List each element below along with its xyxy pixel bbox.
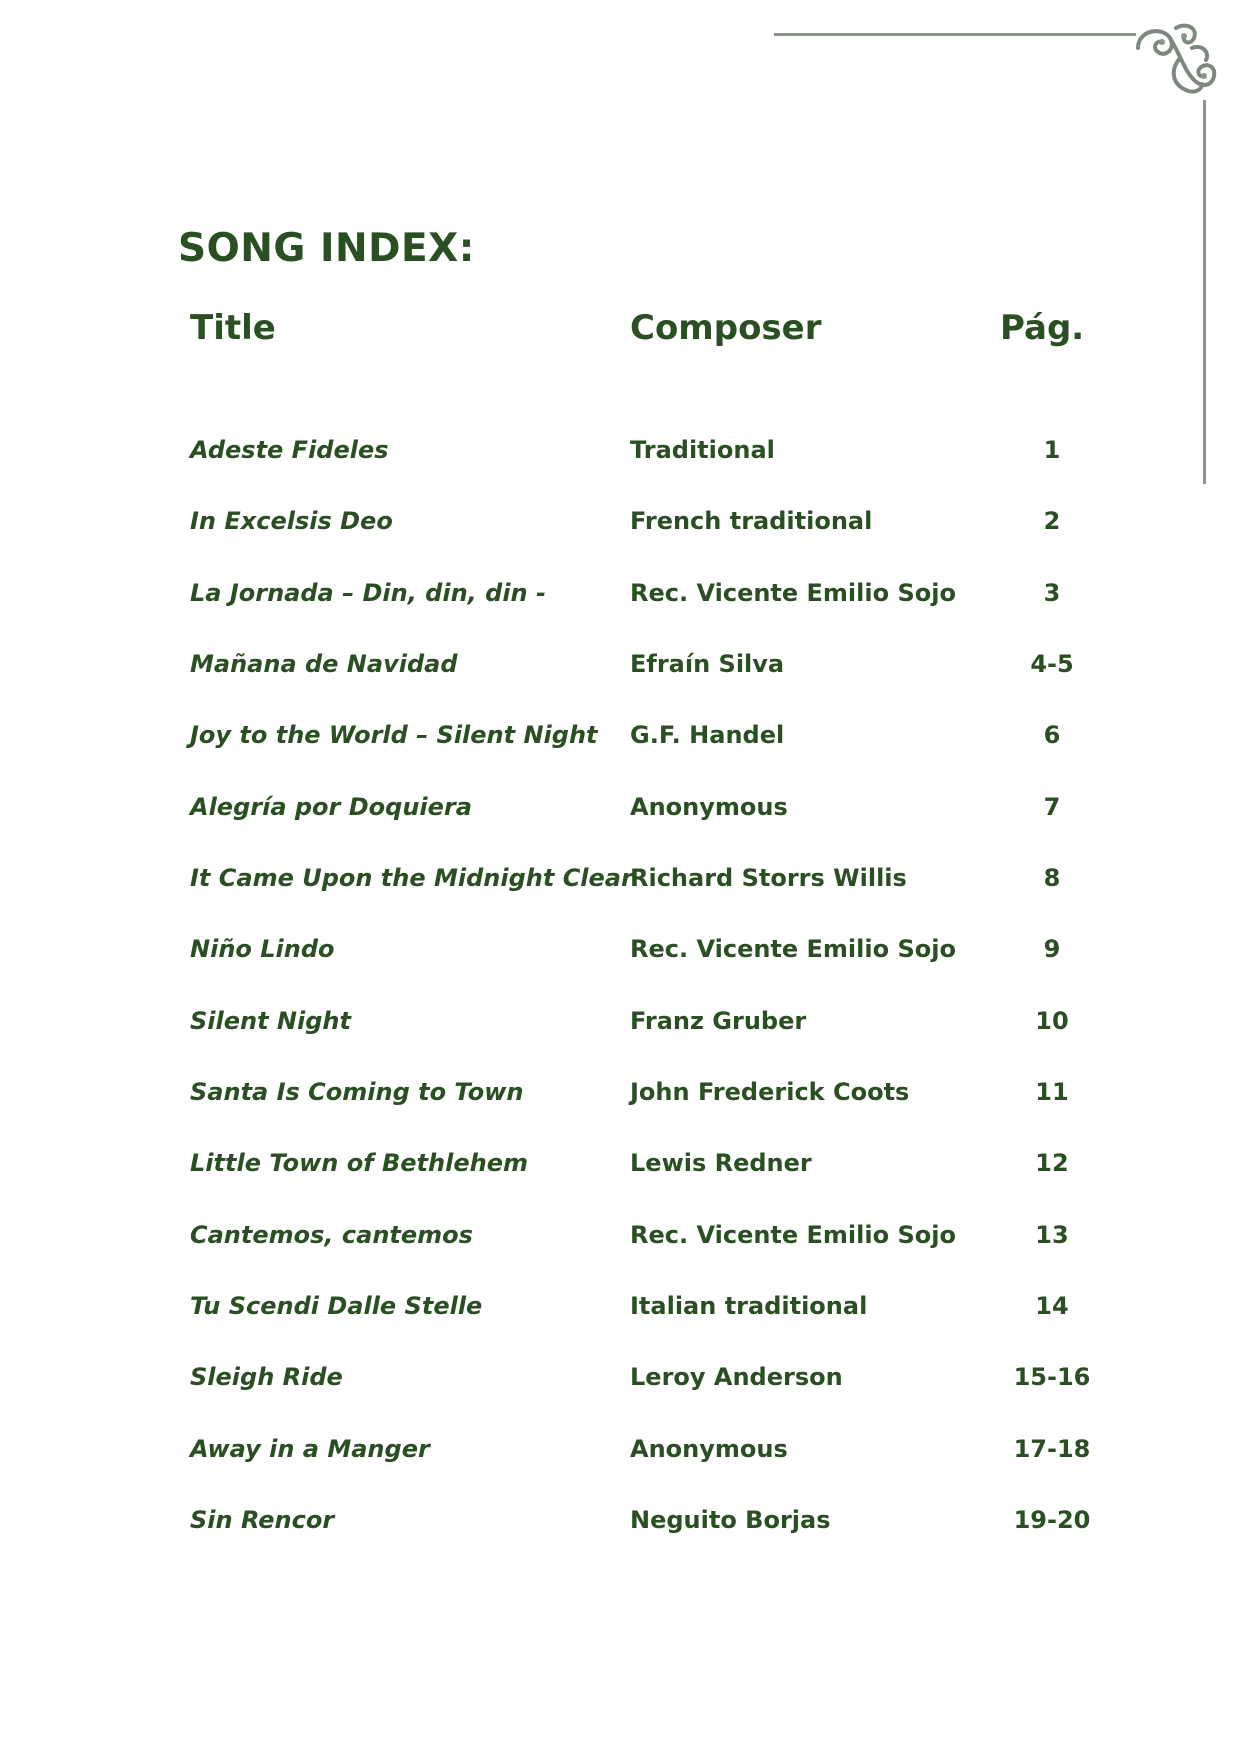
song-title: Sleigh Ride	[190, 1363, 343, 1392]
song-page: 8	[1043, 863, 1061, 892]
song-composer: Anonymous	[630, 1434, 788, 1463]
song-title: Niño Lindo	[190, 935, 335, 964]
song-row	[0, 1288, 1241, 1359]
song-composer: Leroy Anderson	[630, 1363, 843, 1392]
song-title: Away in a Manger	[190, 1434, 430, 1463]
column-header-title: Title	[190, 308, 276, 348]
ornament-side-line	[1203, 100, 1206, 484]
song-title: Silent Night	[190, 1006, 351, 1035]
song-title: Joy to the World – Silent Night	[190, 721, 598, 750]
column-header-composer: Composer	[630, 308, 822, 348]
song-list	[0, 432, 1241, 1573]
song-page: 11	[1035, 1077, 1069, 1106]
song-row	[0, 1431, 1241, 1502]
song-composer: Efraín Silva	[630, 649, 785, 678]
song-row	[0, 1502, 1241, 1573]
song-row	[0, 860, 1241, 931]
song-row	[0, 646, 1241, 717]
song-page: 13	[1035, 1220, 1069, 1249]
song-row	[0, 1217, 1241, 1288]
song-composer: Rec. Vicente Emilio Sojo	[630, 1220, 956, 1249]
song-page: 6	[1043, 721, 1061, 750]
song-page: 9	[1043, 935, 1061, 964]
page-title: SONG INDEX:	[178, 226, 475, 271]
song-page: 15-16	[1013, 1363, 1091, 1392]
song-composer: Lewis Redner	[630, 1149, 812, 1178]
song-row	[0, 1359, 1241, 1430]
song-title: Little Town of Bethlehem	[190, 1149, 528, 1178]
song-composer: Franz Gruber	[630, 1006, 807, 1035]
song-row	[0, 1145, 1241, 1216]
song-page: 12	[1035, 1149, 1069, 1178]
song-row	[0, 789, 1241, 860]
song-page: 7	[1043, 792, 1061, 821]
song-composer: Rec. Vicente Emilio Sojo	[630, 578, 956, 607]
song-row	[0, 432, 1241, 503]
song-composer: John Frederick Coots	[630, 1077, 910, 1106]
song-composer: Neguito Borjas	[630, 1505, 831, 1534]
flourish-ornament-icon	[1132, 18, 1218, 100]
song-title: Cantemos, cantemos	[190, 1220, 473, 1249]
song-row	[0, 1074, 1241, 1145]
song-page: 4-5	[1030, 649, 1074, 678]
song-title: La Jornada – Din, din, din -	[190, 578, 546, 607]
song-composer: G.F. Handel	[630, 721, 785, 750]
song-page: 17-18	[1013, 1434, 1091, 1463]
song-title: Mañana de Navidad	[190, 649, 458, 678]
song-title: Adeste Fideles	[190, 436, 389, 464]
song-composer: Anonymous	[630, 792, 788, 821]
song-page: 19-20	[1013, 1505, 1091, 1534]
song-row	[0, 575, 1241, 646]
song-title: Sin Rencor	[190, 1505, 335, 1534]
song-page: 14	[1035, 1291, 1069, 1320]
song-page: 2	[1043, 507, 1061, 536]
song-page: 1	[1043, 436, 1061, 464]
song-page: 10	[1035, 1006, 1069, 1035]
song-row	[0, 717, 1241, 788]
song-title: It Came Upon the Midnight Clear	[190, 863, 633, 892]
song-title: In Excelsis Deo	[190, 507, 393, 536]
song-composer: French traditional	[630, 507, 873, 536]
song-composer: Rec. Vicente Emilio Sojo	[630, 935, 956, 964]
song-title: Santa Is Coming to Town	[190, 1077, 524, 1106]
song-row	[0, 931, 1241, 1002]
song-title: Tu Scendi Dalle Stelle	[190, 1291, 483, 1320]
song-row	[0, 503, 1241, 574]
song-composer: Richard Storrs Willis	[630, 863, 907, 892]
song-page: 3	[1043, 578, 1061, 607]
ornament-top-line	[774, 33, 1136, 36]
song-title: Alegría por Doquiera	[190, 792, 472, 821]
song-composer: Italian traditional	[630, 1291, 868, 1320]
column-header-page: Pág.	[1000, 308, 1085, 348]
song-composer: Traditional	[630, 436, 775, 464]
song-row	[0, 1003, 1241, 1074]
